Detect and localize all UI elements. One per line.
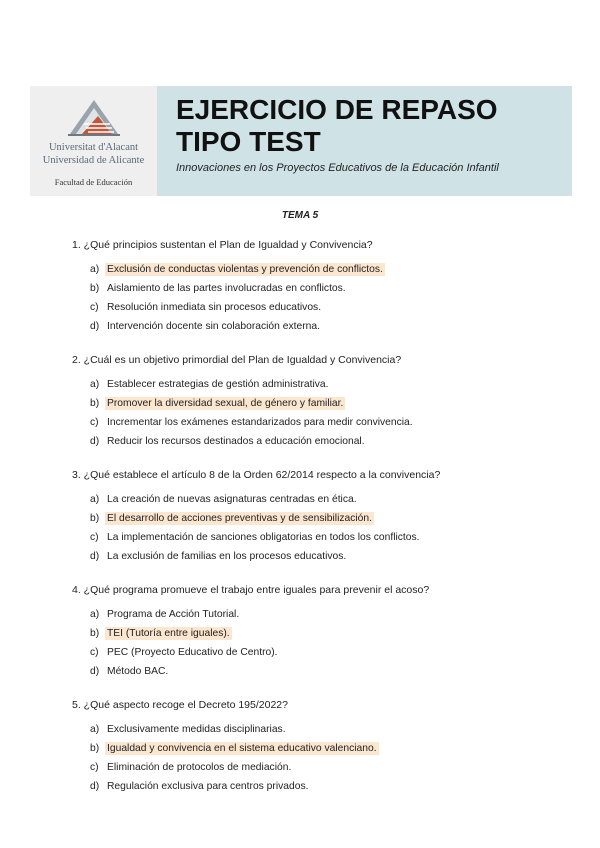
option-text: Resolución inmediata sin procesos educativos. — [107, 302, 322, 313]
option-letter: b) — [90, 743, 100, 754]
question-text: 3. ¿Qué establece el artículo 8 de la Orden 62/2014 respecto a la convivencia? — [72, 469, 441, 481]
question-list — [72, 239, 572, 814]
faculty-name: Facultad de Educación — [54, 177, 133, 187]
question-text: 4. ¿Qué programa promueve el trabajo entre iguales para prevenir el acoso? — [72, 584, 430, 596]
option-text: TEI (Tutoría entre iguales). — [107, 628, 230, 639]
option-letter: c) — [90, 762, 99, 773]
option-text: Exclusivamente medidas disciplinarias. — [107, 724, 286, 735]
option-text: Eliminación de protocolos de mediación. — [107, 762, 292, 773]
option-text: La creación de nuevas asignaturas centradas en ética. — [107, 494, 357, 505]
option-text: El desarrollo de acciones preventivas y de sensibilización. — [107, 513, 372, 524]
answer-option — [90, 643, 572, 662]
university-name-spanish: Universidad de Alicante — [42, 155, 145, 166]
option-letter: b) — [90, 283, 100, 294]
option-letter: a) — [90, 494, 100, 505]
option-text: Establecer estrategias de gestión administrativa. — [107, 379, 329, 390]
title-line-2: TIPO TEST — [176, 126, 321, 157]
answer-option — [90, 279, 572, 298]
option-letter: a) — [90, 264, 100, 275]
answer-option — [90, 758, 572, 777]
option-letter: b) — [90, 513, 100, 524]
answer-option — [90, 432, 572, 451]
title-band — [157, 86, 572, 196]
option-text: Promover la diversidad sexual, de género y familiar. — [107, 398, 344, 409]
option-letter: a) — [90, 724, 100, 735]
option-text: Incrementar los exámenes estandarizados para medir convivencia. — [107, 417, 413, 428]
document-header — [30, 86, 572, 196]
option-text: Regulación exclusiva para centros privados. — [107, 781, 309, 792]
answer-option-correct — [90, 394, 572, 413]
option-letter: d) — [90, 666, 100, 677]
option-text: La implementación de sanciones obligatorias en todos los conflictos. — [107, 532, 420, 543]
university-logo-icon — [68, 96, 120, 136]
answer-option — [90, 547, 572, 566]
question-4 — [72, 584, 572, 681]
option-letter: b) — [90, 628, 100, 639]
question-5 — [72, 699, 572, 796]
option-letter: c) — [90, 532, 99, 543]
answer-option-correct — [90, 739, 572, 758]
answer-option — [90, 662, 572, 681]
question-1 — [72, 239, 572, 336]
answer-option — [90, 777, 572, 796]
option-text: Programa de Acción Tutorial. — [107, 609, 240, 620]
university-logo-block — [30, 86, 157, 196]
option-text: Igualdad y convivencia en el sistema educativo valenciano. — [107, 743, 377, 754]
answer-option — [90, 317, 572, 336]
option-text: Reducir los recursos destinados a educación emocional. — [107, 436, 365, 447]
answer-option — [90, 528, 572, 547]
topic-heading: TEMA 5 — [281, 210, 319, 221]
option-letter: d) — [90, 321, 100, 332]
answer-option — [90, 720, 572, 739]
question-text: 2. ¿Cuál es un objetivo primordial del Plan de Igualdad y Convivencia? — [72, 354, 402, 366]
option-text: La exclusión de familias en los procesos educativos. — [107, 551, 347, 562]
option-letter: d) — [90, 551, 100, 562]
question-text: 5. ¿Qué aspecto recoge el Decreto 195/2022? — [72, 699, 288, 711]
title-line-1: EJERCICIO DE REPASO — [176, 94, 498, 125]
option-text: Método BAC. — [107, 666, 169, 677]
answer-option — [90, 375, 572, 394]
option-letter: c) — [90, 647, 99, 658]
option-letter: d) — [90, 781, 100, 792]
answer-option — [90, 605, 572, 624]
page-subtitle: Innovaciones en los Proyectos Educativos de la Educación Infantil — [176, 162, 499, 174]
question-text: 1. ¿Qué principios sustentan el Plan de Igualdad y Convivencia? — [72, 239, 373, 251]
answer-option — [90, 413, 572, 432]
question-2 — [72, 354, 572, 451]
option-text: Aislamiento de las partes involucradas en conflictos. — [107, 283, 346, 294]
option-letter: a) — [90, 609, 100, 620]
option-text: Intervención docente sin colaboración externa. — [107, 321, 320, 332]
university-name-valencian: Universitat d'Alacant — [48, 142, 139, 153]
answer-option — [90, 298, 572, 317]
answer-option-correct — [90, 260, 572, 279]
answer-option-correct — [90, 509, 572, 528]
option-text: Exclusión de conductas violentas y prevención de conflictos. — [107, 264, 383, 275]
answer-option — [90, 490, 572, 509]
answer-option-correct — [90, 624, 572, 643]
question-3 — [72, 469, 572, 566]
option-letter: a) — [90, 379, 100, 390]
page-title — [176, 94, 498, 158]
option-letter: c) — [90, 302, 99, 313]
option-letter: b) — [90, 398, 100, 409]
option-text: PEC (Proyecto Educativo de Centro). — [107, 647, 278, 658]
option-letter: c) — [90, 417, 99, 428]
option-letter: d) — [90, 436, 100, 447]
